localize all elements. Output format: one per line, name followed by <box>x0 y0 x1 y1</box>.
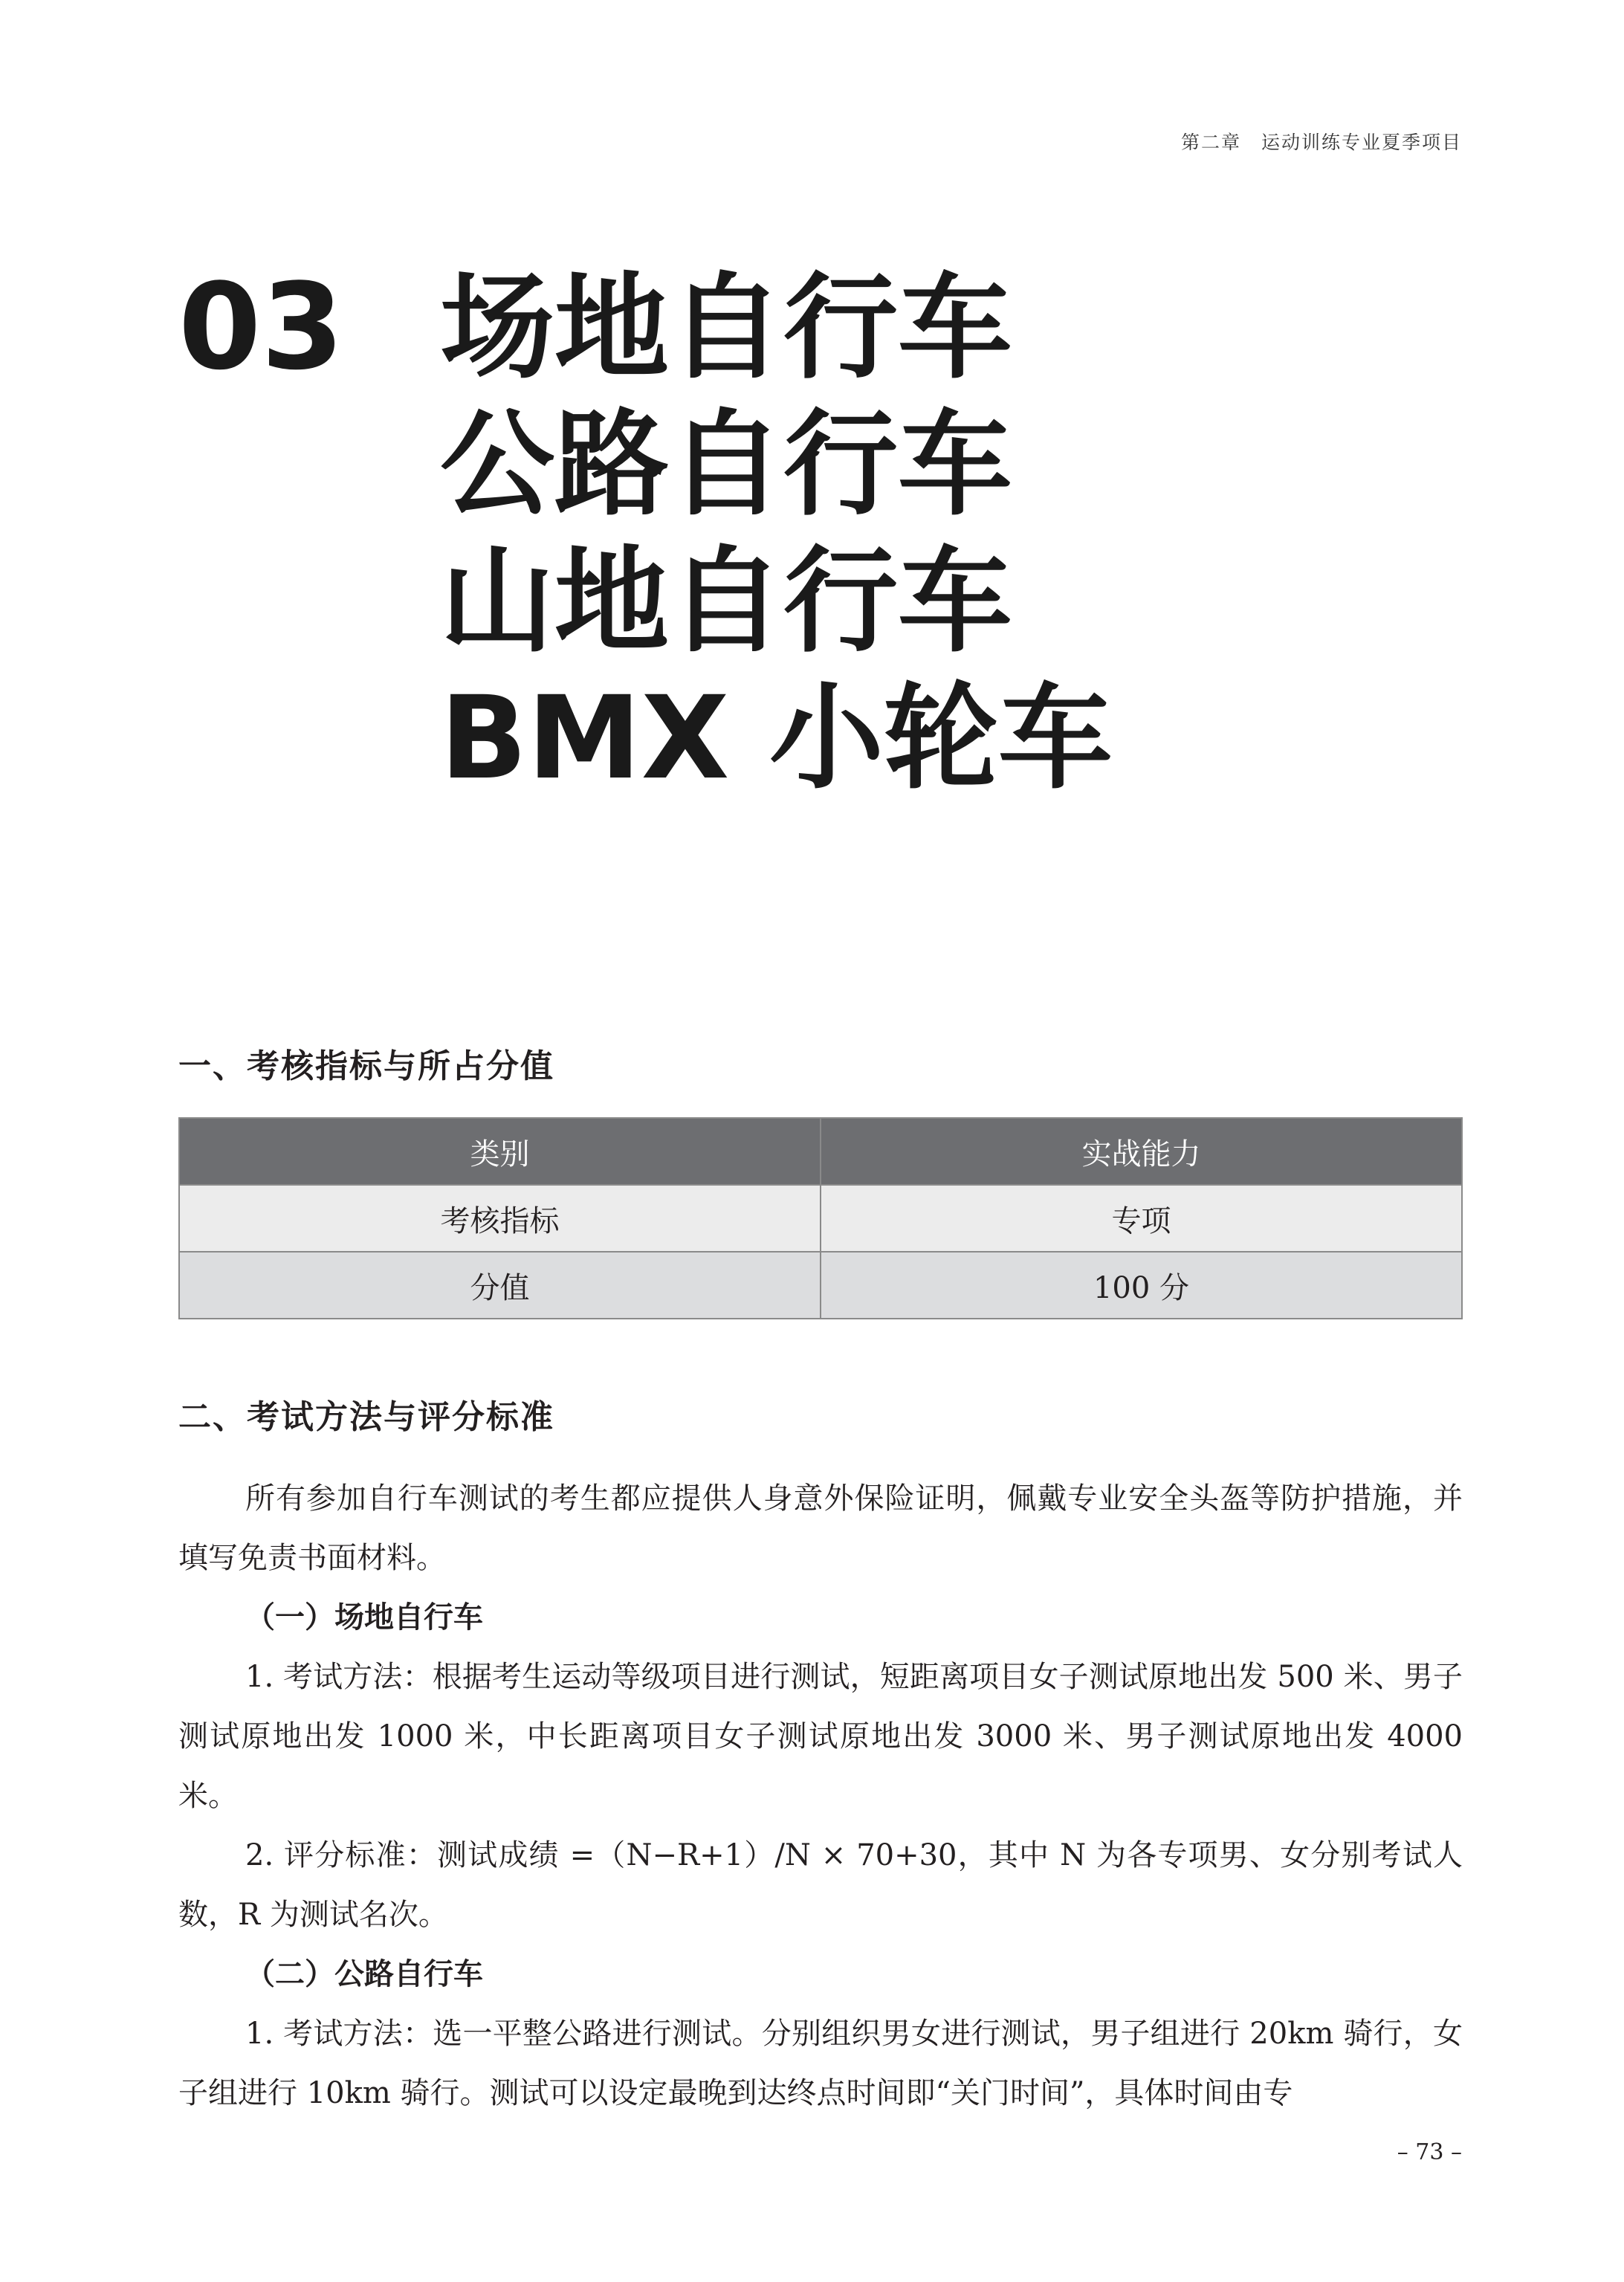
table-cell: 考核指标 <box>179 1185 821 1252</box>
chapter-title-line: 山地自行车 <box>440 535 1013 668</box>
table-header-row <box>179 1118 1462 1185</box>
table-row <box>179 1185 1462 1252</box>
table-row <box>179 1252 1462 1319</box>
score-table <box>178 1117 1463 1319</box>
chapter-number: 03 <box>178 257 344 396</box>
table-header-cell: 实战能力 <box>821 1118 1462 1185</box>
paragraph: 2. 评分标准：测试成绩 =（N−R+1）/N × 70+30，其中 N 为各专项男、女分别考试人数，R 为测试名次。 <box>178 1838 1463 1932</box>
running-header: 第二章 运动训练专业夏季项目 <box>1180 132 1462 153</box>
subsection-heading: （二）公路自行车 <box>245 1956 483 1991</box>
table-cell: 专项 <box>821 1185 1462 1252</box>
section-heading: 二、考试方法与评分标准 <box>178 1398 554 1436</box>
body-text <box>178 1469 1463 2123</box>
section-heading: 一、考核指标与所占分值 <box>178 1047 554 1085</box>
paragraph: 1. 考试方法：根据考生运动等级项目进行测试，短距离项目女子测试原地出发 500 米、男子测试原地出发 1000 米，中长距离项目女子测试原地出发 3000 米、男子测试原地出发 4000 米。 <box>178 1660 1463 1813</box>
page-number: – 73 – <box>1397 2139 1462 2165</box>
table-header-cell: 类别 <box>179 1118 821 1185</box>
paragraph: 所有参加自行车测试的考生都应提供人身意外保险证明，佩戴专业安全头盔等防护措施，并填写免责书面材料。 <box>178 1481 1463 1575</box>
subsection-heading: （一）场地自行车 <box>245 1600 483 1635</box>
chapter-title-line: 场地自行车 <box>440 262 1013 395</box>
chapter-titles <box>440 260 1332 807</box>
chapter-title-line: 公路自行车 <box>440 398 1013 531</box>
table-cell: 分值 <box>179 1252 821 1319</box>
paragraph: 1. 考试方法：选一平整公路进行测试。分别组织男女进行测试，男子组进行 20km 骑行，女子组进行 10km 骑行。测试可以设定最晚到达终点时间即“关门时间”，具体时间由专 <box>178 2017 1463 2110</box>
chapter-title-line: BMX 小轮车 <box>440 672 1113 805</box>
table-cell: 100 分 <box>821 1252 1462 1319</box>
